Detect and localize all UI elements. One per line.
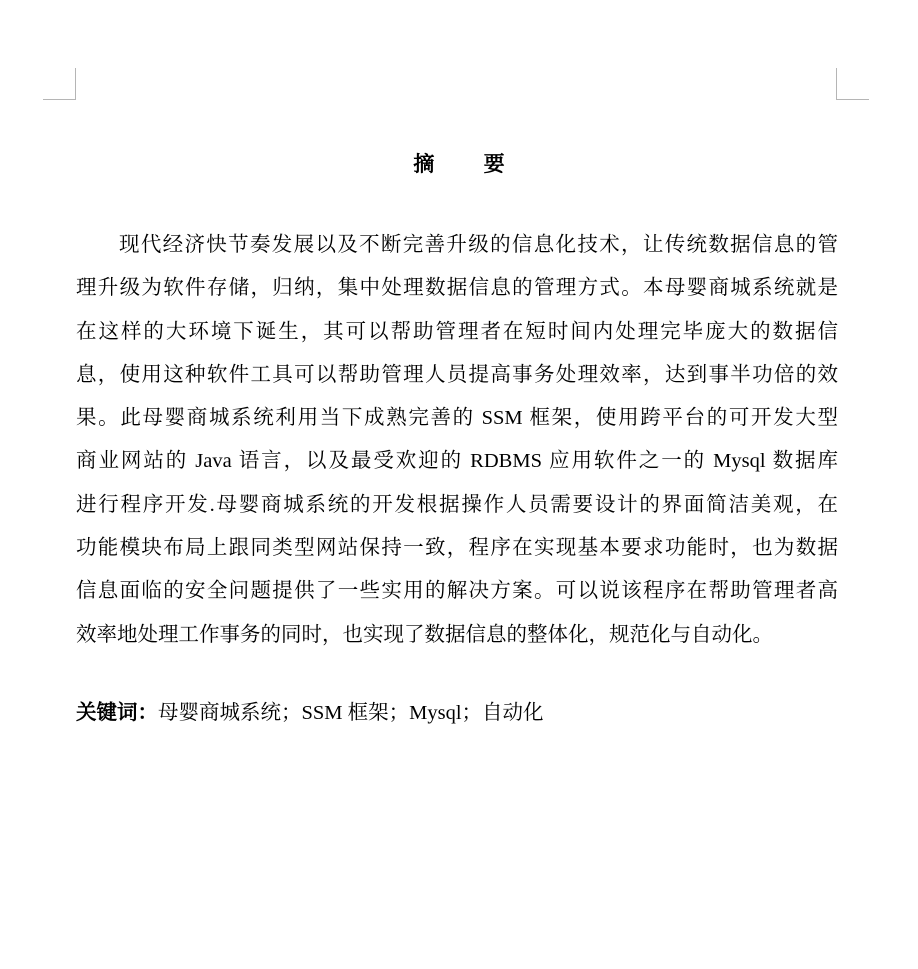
abstract-line: 信息面临的安全问题提供了一些实用的解决方案。可以说该程序在帮助管理者高 — [76, 580, 838, 603]
abstract-line: 进行程序开发.母婴商城系统的开发根据操作人员需要设计的界面简洁美观，在 — [76, 493, 838, 516]
abstract-line: 商业网站的 Java 语言，以及最受欢迎的 RDBMS 应用软件之一的 Mysql 数据库 — [76, 450, 838, 473]
top-right-crop-mark — [836, 68, 837, 100]
keywords-label: 关键词： — [76, 702, 158, 724]
abstract-title: 摘 要 — [413, 152, 527, 176]
abstract-line: 效率地处理工作事务的同时，也实现了数据信息的整体化，规范化与自动化。 — [76, 623, 773, 646]
abstract-line: 在这样的大环境下诞生，其可以帮助管理者在短时间内处理完毕庞大的数据信 — [76, 320, 838, 343]
abstract-line: 功能模块布局上跟同类型网站保持一致，程序在实现基本要求功能时，也为数据 — [76, 537, 838, 560]
top-left-crop-mark — [75, 68, 76, 100]
abstract-line: 息，使用这种软件工具可以帮助管理人员提高事务处理效率，达到事半功倍的效 — [76, 363, 838, 386]
abstract-body — [76, 224, 838, 657]
keywords-value: 母婴商城系统；SSM 框架；Mysql；自动化 — [158, 702, 544, 724]
abstract-line: 果。此母婴商城系统利用当下成熟完善的 SSM 框架，使用跨平台的可开发大型 — [76, 407, 838, 430]
abstract-line: 理升级为软件存储，归纳，集中处理数据信息的管理方式。本母婴商城系统就是 — [76, 277, 838, 300]
top-left-crop-mark-horizontal — [43, 99, 76, 100]
abstract-line: 现代经济快节奏发展以及不断完善升级的信息化技术，让传统数据信息的管 — [119, 234, 838, 256]
top-right-crop-mark-horizontal — [836, 99, 869, 100]
keywords-line — [76, 697, 838, 729]
